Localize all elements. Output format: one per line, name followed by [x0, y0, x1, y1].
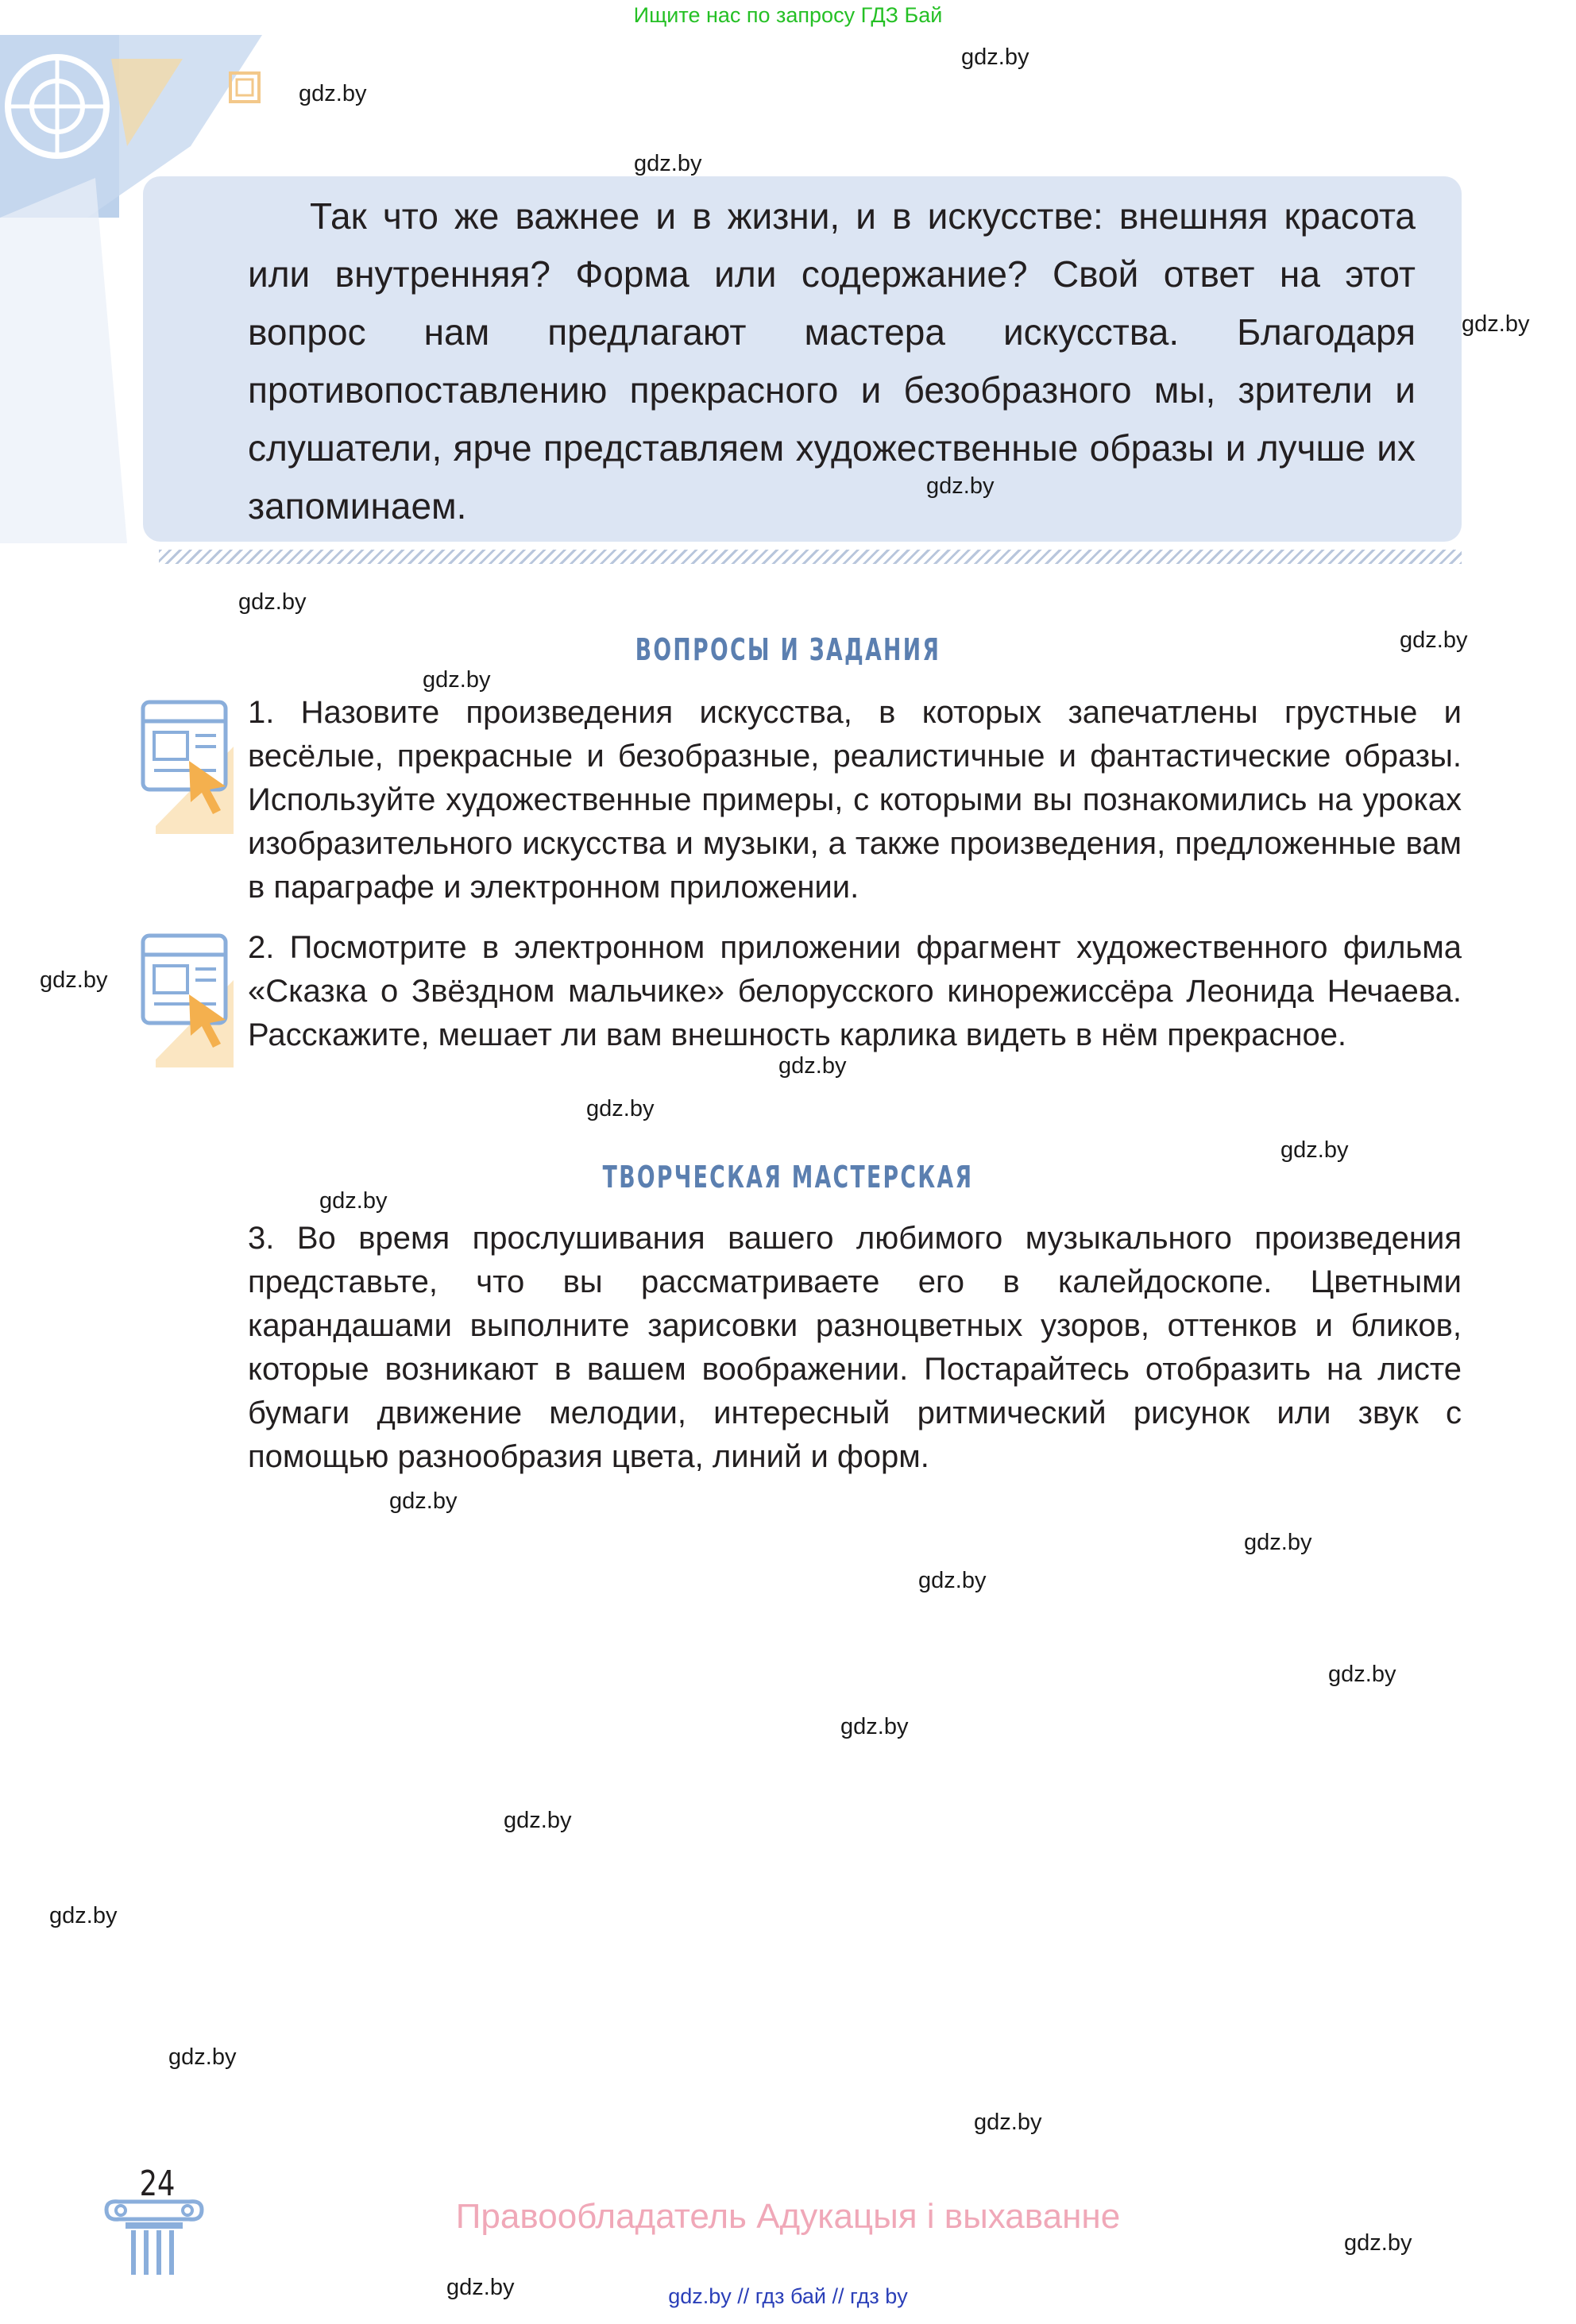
- page-number: 24: [139, 2164, 176, 2204]
- electronic-app-icon: [140, 932, 234, 1067]
- watermark: gdz.by: [423, 667, 491, 693]
- watermark: gdz.by: [299, 81, 367, 106]
- task-2-text: 2. Посмотрите в электронном приложении фрагмент художественного фильма «Сказка о Звёздном мальчике» белорусского кинорежиссёра Леонида Нечаева. Расскажите, мешает ли вам внешность карлика видеть в нём прекрасное.: [248, 930, 1462, 1052]
- watermark: gdz.by: [168, 2044, 237, 2070]
- watermark: gdz.by: [840, 1714, 909, 1739]
- questions-heading: ВОПРОСЫ И ЗАДАНИЯ: [635, 632, 941, 667]
- workshop-heading: ТВОРЧЕСКАЯ МАСТЕРСКАЯ: [602, 1160, 974, 1195]
- watermark: gdz.by: [1462, 311, 1530, 337]
- watermark: gdz.by: [238, 589, 307, 615]
- footer-links[interactable]: gdz.by // гдз бай // гдз by: [668, 2284, 908, 2308]
- watermark: gdz.by: [319, 1188, 388, 1214]
- watermark: gdz.by: [446, 2275, 515, 2300]
- watermark: gdz.by: [1280, 1137, 1349, 1163]
- watermark: gdz.by: [1344, 2230, 1412, 2256]
- watermark: gdz.by: [504, 1808, 572, 1833]
- watermark: gdz.by: [1328, 1662, 1396, 1687]
- watermark: gdz.by: [389, 1488, 458, 1514]
- task-1-text: 1. Назовите произведения искусства, в которых запечатлены грустные и весёлые, прекрасные и безобразные, реалистичные и фантастические образы. Используйте художественные примеры, с которыми вы познакомились на уроках изобразительного искусства и музыки, а также произведения, предложенные вам в параграфе и электронном приложении.: [248, 695, 1462, 905]
- watermark: gdz.by: [586, 1096, 655, 1121]
- decorative-stripe: [159, 550, 1462, 564]
- watermark: gdz.by: [918, 1568, 987, 1593]
- watermark: gdz.by: [778, 1053, 847, 1079]
- watermark: gdz.by: [974, 2110, 1042, 2135]
- highlight-box-paragraph: Так что же важнее и в жизни, и в искусстве: внешняя красота или внутренняя? Форма или содержание? Свой ответ на этот вопрос нам предлагают мастера искусства. Благодаря противопоставлению прекрасного и безобразного мы, зрители и слушатели, ярче представляем художественные образы и лучше их запоминаем.: [248, 195, 1416, 527]
- top-banner: Ищите нас по запросу ГДЗ Бай: [633, 3, 943, 27]
- electronic-app-icon: [140, 699, 234, 834]
- task-3-text: 3. Во время прослушивания вашего любимого музыкального произведения представьте, что вы рассматриваете его в калейдоскопе. Цветными карандашами выполните зарисовки разноцветных узоров, оттенков и бликов, которые возникают в вашем воображении. Постарайтесь отобразить на листе бумаги движение мелодии, интересный ритмический рисунок или звук с помощью разнообразия цвета, линий и форм.: [248, 1221, 1462, 1474]
- watermark: gdz.by: [1400, 627, 1468, 653]
- watermark: gdz.by: [49, 1903, 118, 1928]
- rights-holder: Правообладатель Адукацыя і выхаванне: [455, 2197, 1121, 2236]
- watermark: gdz.by: [634, 151, 702, 176]
- watermark: gdz.by: [926, 473, 995, 499]
- watermark: gdz.by: [961, 44, 1029, 70]
- watermark: gdz.by: [1244, 1530, 1312, 1555]
- watermark: gdz.by: [40, 967, 108, 993]
- highlight-box-text: [248, 187, 1416, 535]
